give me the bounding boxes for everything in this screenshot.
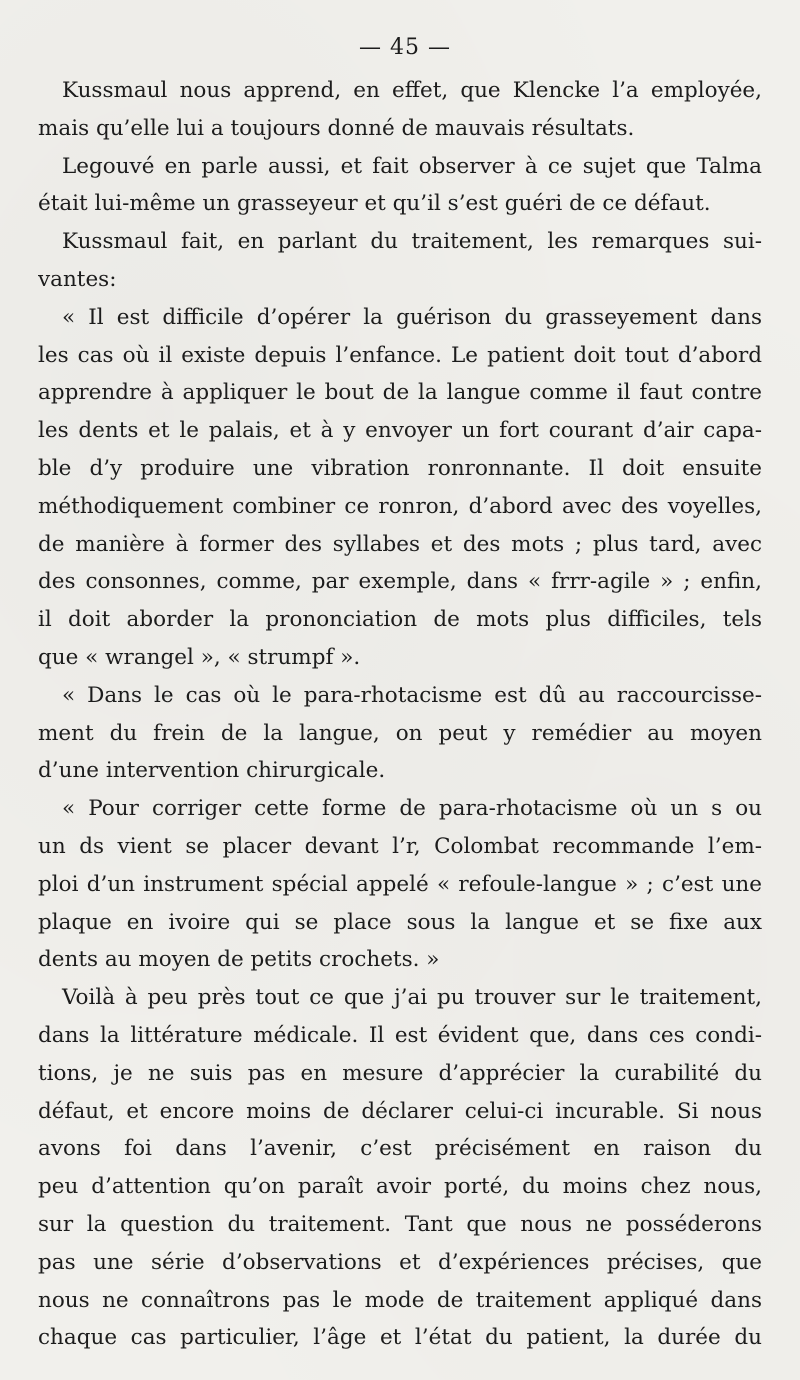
text-line: les cas où il existe depuis l’enfance. Le patient doit tout d’abord [38, 342, 762, 368]
text-line: que « wrangel », « strumpf ». [38, 644, 361, 670]
text-line: tions, je ne suis pas en mesure d’apprécier la curabilité du [38, 1060, 762, 1086]
text-line: vantes: [38, 266, 117, 292]
document-page [38, 28, 762, 1357]
text-line: Legouvé en parle aussi, et fait observer à ce sujet que Talma [62, 153, 762, 179]
text-line: Voilà à peu près tout ce que j’ai pu trouver sur le traitement, [62, 985, 762, 1011]
text-line: un ds vient se placer devant l’r, Colombat recommande l’em- [38, 833, 762, 859]
text-line: il doit aborder la prononciation de mots plus difficiles, tels [38, 607, 762, 633]
text-line: défaut, et encore moins de déclarer celui-ci incurable. Si nous [38, 1098, 762, 1124]
text-line: apprendre à appliquer le bout de la langue comme il faut contre [38, 380, 762, 406]
text-line: ploi d’un instrument spécial appelé « refoule-langue » ; c’est une [38, 871, 762, 897]
text-line: sur la question du traitement. Tant que nous ne posséderons [38, 1211, 762, 1237]
text-line: ble d’y produire une vibration ronronnante. Il doit ensuite [38, 455, 762, 481]
text-line: dans la littérature médicale. Il est évident que, dans ces condi- [38, 1022, 762, 1048]
text-line: « Il est difficile d’opérer la guérison du grasseyement dans [62, 304, 762, 330]
text-line: pas une série d’observations et d’expériences précises, que [38, 1249, 762, 1275]
text-line: plaque en ivoire qui se place sous la langue et se fixe aux [38, 909, 762, 935]
text-line: d’une intervention chirurgicale. [38, 758, 386, 784]
text-line: était lui-même un grasseyeur et qu’il s’est guéri de ce défaut. [38, 191, 711, 217]
body-text [38, 72, 762, 1357]
text-line: les dents et le palais, et à y envoyer un fort courant d’air capa- [38, 418, 762, 444]
text-line: ment du frein de la langue, on peut y remédier au moyen [38, 720, 762, 746]
page-number: — 45 — [359, 35, 451, 60]
text-line: de manière à former des syllabes et des mots ; plus tard, avec [38, 531, 762, 557]
text-line: Kussmaul fait, en parlant du traitement, les remarques sui- [62, 229, 762, 255]
text-line: « Dans le cas où le para-rhotacisme est dû au raccourcisse- [62, 682, 762, 708]
text-line: Kussmaul nous apprend, en effet, que Klencke l’a employée, [62, 78, 762, 103]
text-line: des consonnes, comme, par exemple, dans « frrr-agile » ; enfin, [38, 569, 762, 595]
text-line: dents au moyen de petits crochets. » [38, 947, 440, 973]
text-line: « Pour corriger cette forme de para-rhotacisme où un s ou [62, 796, 762, 822]
text-line: chaque cas particulier, l’âge et l’état du patient, la durée du [38, 1325, 762, 1351]
text-line: peu d’attention qu’on paraît avoir porté, du moins chez nous, [38, 1174, 762, 1200]
text-line: avons foi dans l’avenir, c’est précisément en raison du [38, 1136, 762, 1162]
text-line: méthodiquement combiner ce ronron, d’abord avec des voyelles, [38, 493, 762, 519]
text-line: nous ne connaîtrons pas le mode de traitement appliqué dans [38, 1287, 762, 1313]
text-line: mais qu’elle lui a toujours donné de mauvais résultats. [38, 115, 635, 141]
